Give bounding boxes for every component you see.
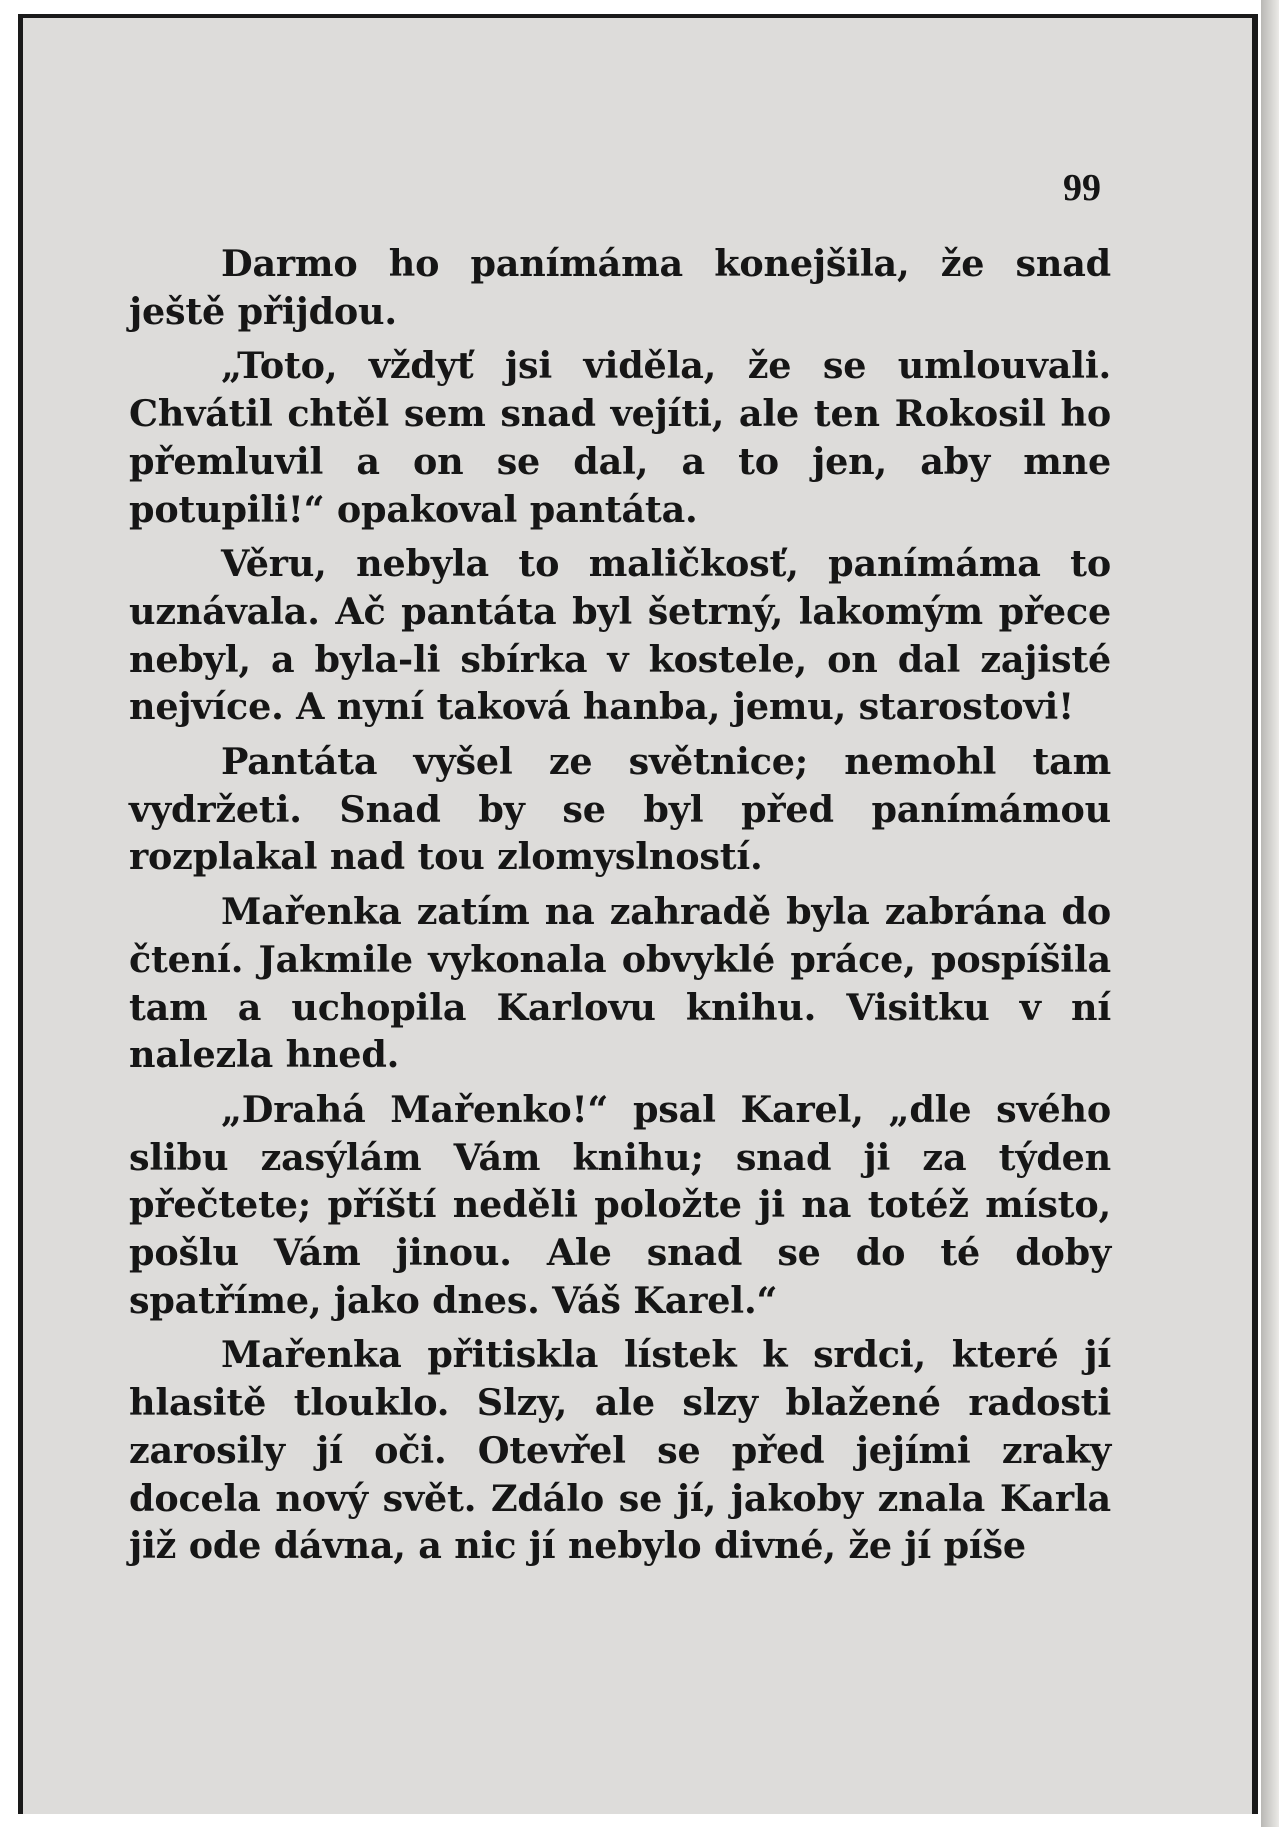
book-page [18, 14, 1258, 1814]
page-text [129, 240, 1111, 1577]
paragraph-3: Věru, nebyla to maličkosť, panímáma to uznávala. Ač pantáta byl šetrný, lakomým přece nebyl, a byla-li sbírka v kostele, on dal zajisté nejvíce. A nyní taková hanba, jemu, starostovi! [129, 542, 1111, 729]
paragraph-7: Mařenka přitiskla lístek k srdci, které jí hlasitě tlouklo. Slzy, ale slzy blažené radosti zarosily jí oči. Otevřel se před jejími zraky docela nový svět. Zdálo se jí, jakoby znala Karla již ode dávna, a nic jí nebylo divné, že jí píše [129, 1333, 1111, 1568]
paragraph-6: „Drahá Mařenko!“ psal Karel, „dle svého slibu zasýlám Vám knihu; snad ji za týden přečtete; příští neděli položte ji na totéž místo, pošlu Vám jinou. Ale snad se do té doby spatříme, jako dnes. Váš Karel.“ [129, 1087, 1111, 1322]
paragraph-4: Pantáta vyšel ze světnice; nemohl tam vydržeti. Snad by se byl před panímámou rozplakal nad tou zlomyslností. [129, 740, 1111, 879]
book-spine-edge [1261, 0, 1279, 1827]
paragraph-1: Darmo ho panímáma konejšila, že snad ještě přijdou. [129, 242, 1111, 333]
page-number: 99 [1063, 167, 1101, 209]
paragraph-5: Mařenka zatím na zahradě byla zabrána do čtení. Jakmile vykonala obvyklé práce, pospíšila tam a uchopila Karlovu knihu. Visitku v ní nalezla hned. [129, 890, 1111, 1077]
paragraph-2: „Toto, vždyť jsi viděla, že se umlouvali. Chvátil chtěl sem snad vejíti, ale ten Rokosil ho přemluvil a on se dal, a to jen, aby mne potupili!“ opakoval pantáta. [129, 344, 1111, 531]
